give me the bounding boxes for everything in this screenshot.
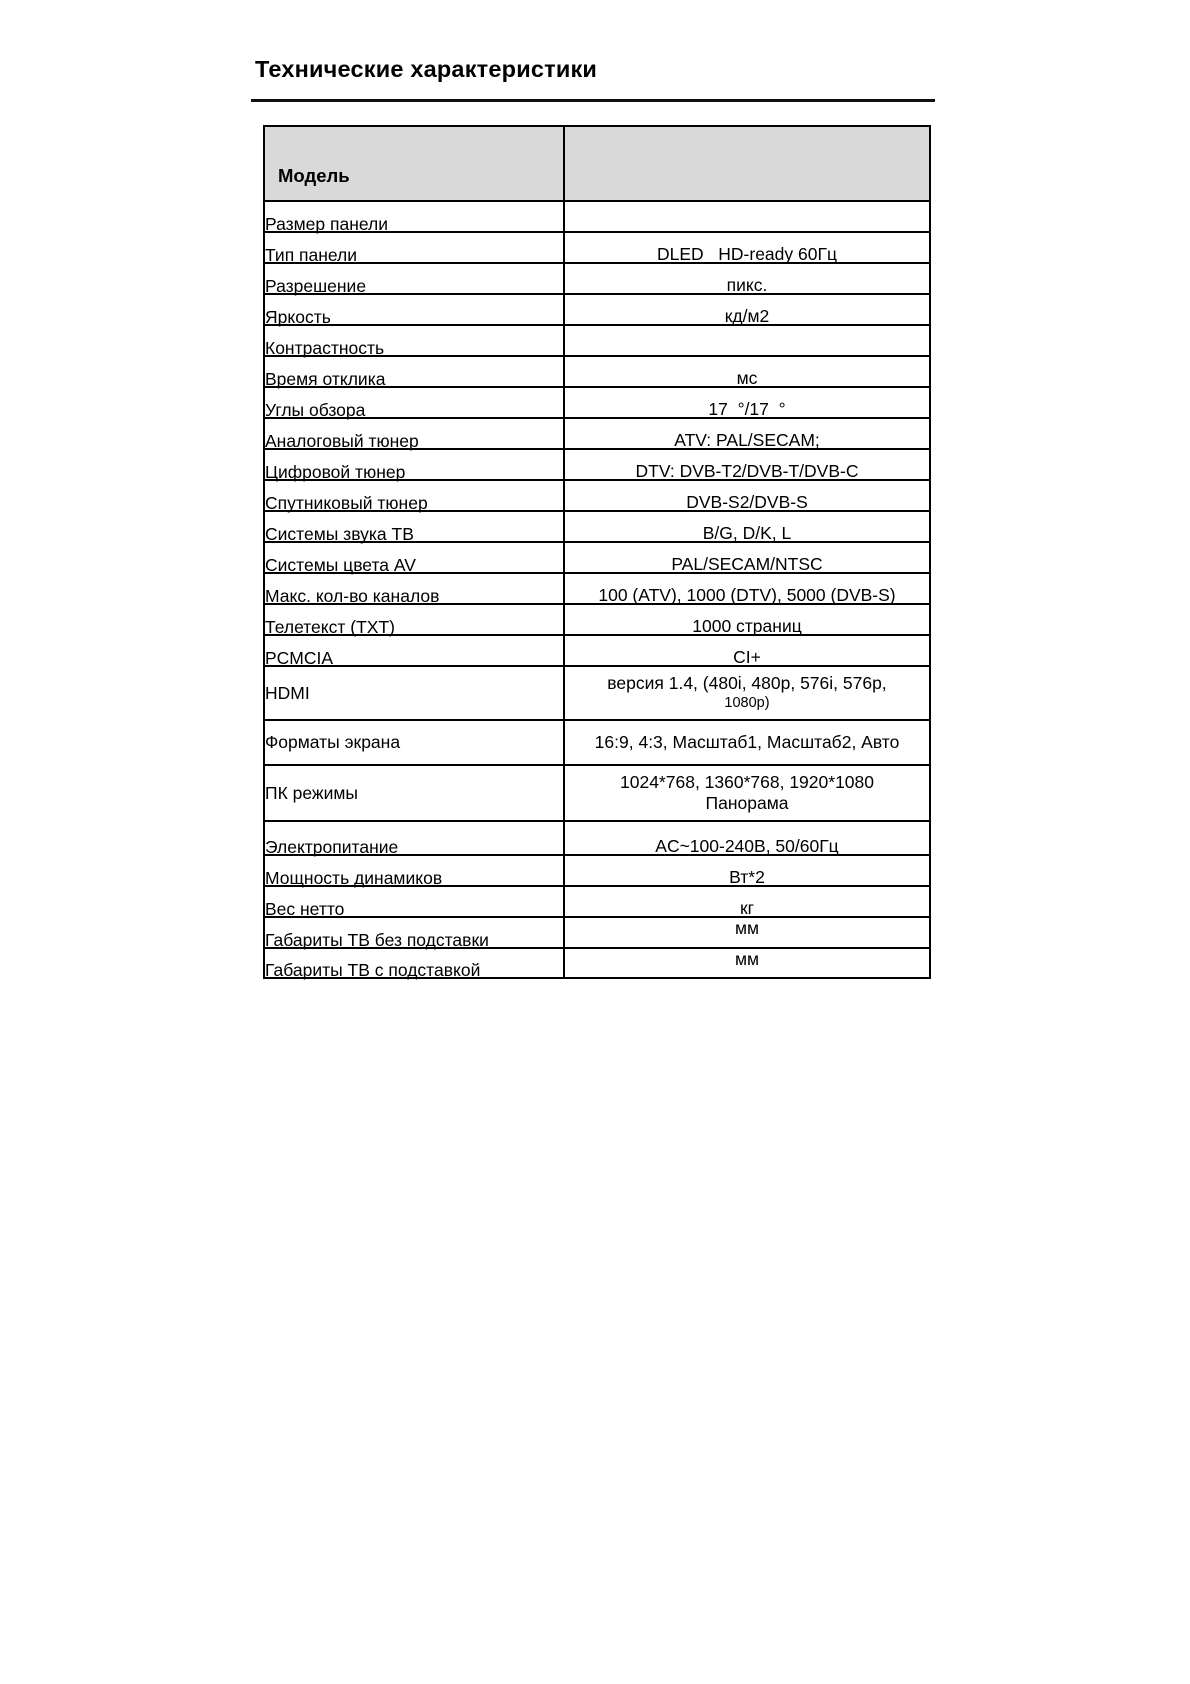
spec-value-cell <box>564 232 930 263</box>
spec-value: кг <box>739 898 755 918</box>
spec-label-cell <box>264 263 564 294</box>
spec-label: Контрастность <box>265 338 385 358</box>
spec-label: Вес нетто <box>265 899 345 919</box>
spec-value: PAL/SECAM/NTSC <box>671 554 823 574</box>
spec-label-cell <box>264 886 564 917</box>
table-row <box>264 821 930 855</box>
spec-value: AC~100-240В, 50/60Гц <box>655 836 839 856</box>
table-row <box>264 449 930 480</box>
spec-value-cell <box>564 418 930 449</box>
spec-value-cell <box>564 387 930 418</box>
spec-label: Углы обзора <box>265 400 366 420</box>
spec-value-cell <box>564 765 930 821</box>
spec-label: Разрешение <box>265 276 367 296</box>
spec-label: Телетекст (ТХТ) <box>265 617 395 637</box>
spec-value-cell <box>564 635 930 666</box>
spec-value-cell <box>564 720 930 765</box>
spec-value: кд/м2 <box>724 306 770 326</box>
spec-label-cell <box>264 765 564 821</box>
spec-value: 17 °/17 ° <box>708 399 786 419</box>
spec-label: PCMCIA <box>265 648 334 668</box>
spec-value: пикс. <box>726 275 768 295</box>
spec-label: HDMI <box>265 682 310 703</box>
spec-value: DTV: DVB-T2/DVB-T/DVB-C <box>635 461 859 481</box>
spec-value-cell <box>564 201 930 232</box>
spec-value-cell <box>564 821 930 855</box>
table-row <box>264 635 930 666</box>
table-row <box>264 387 930 418</box>
table-row <box>264 480 930 511</box>
spec-value-cell <box>564 325 930 356</box>
spec-value-cell <box>564 917 930 948</box>
title-underline <box>251 99 935 102</box>
spec-label-cell <box>264 387 564 418</box>
table-header-row <box>264 126 930 201</box>
spec-value-cell <box>564 263 930 294</box>
spec-label: Макс. кол-во каналов <box>265 586 440 606</box>
table-row <box>264 917 930 948</box>
table-row <box>264 542 930 573</box>
spec-label-cell <box>264 635 564 666</box>
spec-label-cell <box>264 232 564 263</box>
spec-label: ПК режимы <box>265 782 358 803</box>
spec-value-cell <box>564 604 930 635</box>
spec-label-cell <box>264 948 564 978</box>
spec-label-cell <box>264 720 564 765</box>
spec-value-cell <box>564 573 930 604</box>
spec-label-cell <box>264 604 564 635</box>
spec-label-cell <box>264 821 564 855</box>
table-row <box>264 573 930 604</box>
spec-value-line2: Панорама <box>705 792 789 813</box>
table-row <box>264 232 930 263</box>
spec-label: Габариты ТВ с подставкой <box>265 960 481 980</box>
table-row <box>264 765 930 821</box>
spec-table-body <box>264 201 930 978</box>
spec-label-cell <box>264 855 564 886</box>
table-row <box>264 356 930 387</box>
spec-label-cell <box>264 542 564 573</box>
table-row <box>264 855 930 886</box>
spec-value: мм <box>734 949 760 969</box>
table-row <box>264 948 930 978</box>
spec-label: Цифровой тюнер <box>265 462 406 482</box>
spec-value-cell <box>564 511 930 542</box>
spec-label-cell <box>264 573 564 604</box>
spec-value-cell <box>564 886 930 917</box>
spec-label: Спутниковый тюнер <box>265 493 428 513</box>
spec-value-line2: 1080p) <box>724 695 770 712</box>
spec-value-cell <box>564 480 930 511</box>
spec-label: Тип панели <box>265 245 358 265</box>
spec-label: Яркость <box>265 307 331 327</box>
spec-label: Системы цвета AV <box>265 555 416 575</box>
spec-label: Электропитание <box>265 837 399 857</box>
spec-label: Размер панели <box>265 214 389 234</box>
spec-table <box>263 125 931 979</box>
spec-value: CI+ <box>733 647 761 667</box>
spec-label: Время отклика <box>265 369 386 389</box>
spec-value: 1024*768, 1360*768, 1920*1080 <box>620 771 874 792</box>
table-row <box>264 325 930 356</box>
table-row <box>264 294 930 325</box>
spec-value: Вт*2 <box>729 867 765 887</box>
table-row <box>264 604 930 635</box>
spec-label-cell <box>264 449 564 480</box>
table-row <box>264 263 930 294</box>
spec-value: 1000 страниц <box>692 616 802 636</box>
spec-label-cell <box>264 418 564 449</box>
spec-label-cell <box>264 356 564 387</box>
spec-value-cell <box>564 356 930 387</box>
spec-value: версия 1.4, (480i, 480p, 576i, 576p, <box>607 673 887 694</box>
spec-value: мм <box>734 918 760 938</box>
spec-label: Аналоговый тюнер <box>265 431 419 451</box>
spec-value: 16:9, 4:3, Масштаб1, Масштаб2, Авто <box>594 732 900 752</box>
spec-label-cell <box>264 325 564 356</box>
table-row <box>264 201 930 232</box>
page-title: Технические характеристики <box>255 56 598 82</box>
spec-value-cell <box>564 855 930 886</box>
table-row <box>264 720 930 765</box>
spec-value: мс <box>736 368 758 388</box>
spec-value-cell <box>564 542 930 573</box>
spec-label: Мощность динамиков <box>265 868 443 888</box>
spec-label-cell <box>264 666 564 720</box>
spec-value: 100 (ATV), 1000 (DTV), 5000 (DVB-S) <box>598 585 896 605</box>
spec-value: ATV: PAL/SECAM; <box>674 430 820 450</box>
spec-value: DLED HD-ready 60Гц <box>657 244 837 264</box>
spec-value-cell <box>564 294 930 325</box>
spec-value-cell <box>564 948 930 978</box>
spec-label-cell <box>264 511 564 542</box>
table-row <box>264 666 930 720</box>
spec-label: Габариты ТВ без подставки <box>265 930 489 950</box>
spec-label-cell <box>264 917 564 948</box>
spec-value: B/G, D/K, L <box>702 523 792 543</box>
table-row <box>264 511 930 542</box>
spec-label-cell <box>264 294 564 325</box>
spec-label-cell <box>264 201 564 232</box>
spec-value-cell <box>564 449 930 480</box>
spec-label: Системы звука ТВ <box>265 524 414 544</box>
header-model-label: Модель <box>264 126 564 201</box>
table-row <box>264 886 930 917</box>
table-row <box>264 418 930 449</box>
spec-value: DVB-S2/DVB-S <box>686 492 808 512</box>
spec-label-cell <box>264 480 564 511</box>
header-model-value <box>564 126 930 201</box>
spec-label: Форматы экрана <box>265 732 401 752</box>
spec-value-cell <box>564 666 930 720</box>
